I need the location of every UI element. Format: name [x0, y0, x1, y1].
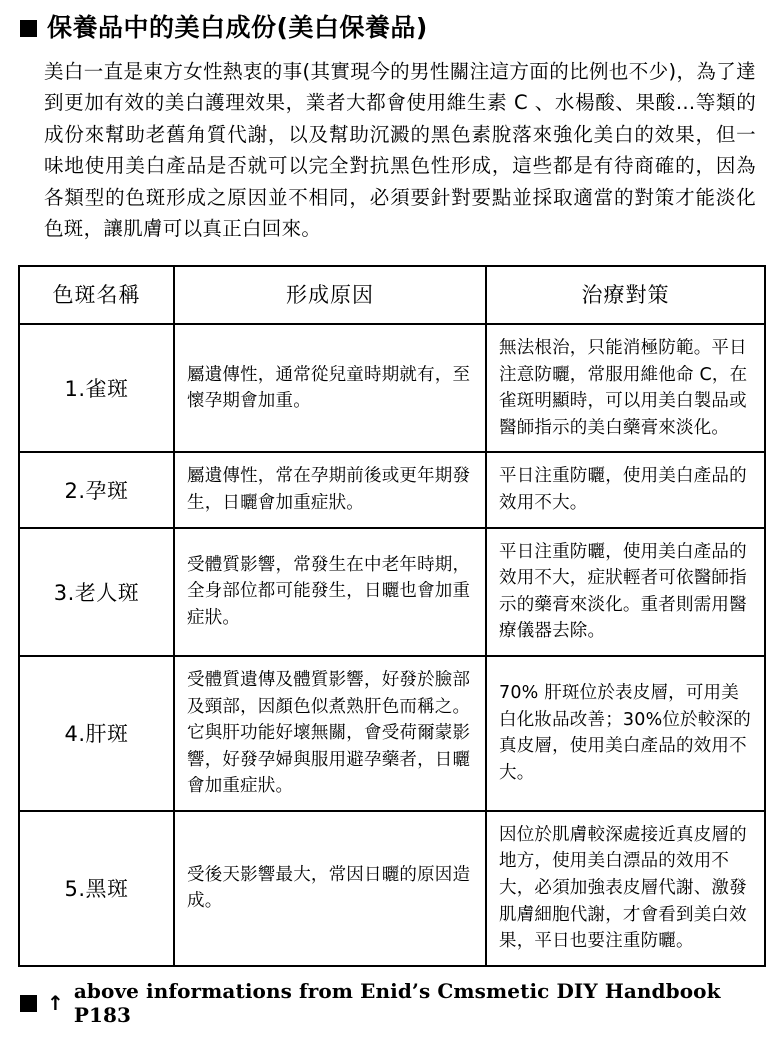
- table-header: [19, 266, 765, 324]
- table-header-row: [19, 266, 765, 324]
- spot-name: 3.老人斑: [19, 528, 174, 656]
- spot-treatment: 因位於肌膚較深處接近真皮層的地方，使用美白漂品的效用不大，必須加強表皮層代謝、激發肌膚細胞代謝，才會看到美白效果，平日也要注重防曬。: [486, 811, 765, 966]
- spot-name: 5.黑斑: [19, 811, 174, 966]
- table-body: [19, 324, 765, 966]
- spot-types-table: [18, 265, 766, 967]
- filled-square-icon: [20, 20, 37, 37]
- spot-treatment: 平日注重防曬，使用美白產品的效用不大。: [486, 452, 765, 527]
- spot-name: 2.孕斑: [19, 452, 174, 527]
- spot-cause: 屬遺傳性，常在孕期前後或更年期發生，日曬會加重症狀。: [174, 452, 486, 527]
- page-title-row: [20, 14, 762, 42]
- spot-cause: 受體質遺傳及體質影響，好發於臉部及頸部，因顏色似煮熟肝色而稱之。它與肝功能好壞無關，會受荷爾蒙影響，好發孕婦與服用避孕藥者，日曬會加重症狀。: [174, 656, 486, 811]
- spot-cause: 屬遺傳性，通常從兒童時期就有，至懷孕期會加重。: [174, 324, 486, 452]
- page-title: 保養品中的美白成份(美白保養品): [47, 13, 428, 42]
- source-note-text: above informations from Enid’s Cmsmetic DIY Handbook P183: [73, 978, 721, 1027]
- spot-name: 4.肝斑: [19, 656, 174, 811]
- table-row: [19, 452, 765, 527]
- table-row: [19, 656, 765, 811]
- column-header-name: 色斑名稱: [19, 266, 174, 324]
- spot-treatment: 平日注重防曬，使用美白產品的效用不大，症狀輕者可依醫師指示的藥膏來淡化。重者則需用醫療儀器去除。: [486, 528, 765, 656]
- spot-cause: 受後天影響最大，常因日曬的原因造成。: [174, 811, 486, 966]
- intro-paragraph: 美白一直是東方女性熱衷的事(其實現今的男性關注這方面的比例也不少)，為了達到更加有效的美白護理效果，業者大都會使用維生素 C 、水楊酸、果酸…等類的成份來幫助老舊角質代謝，以及幫助沉澱的黑色素脫落來強化美白的效果，但一味地使用美白產品是否就可以完全對抗黑色性形成，這些都是有待商確的，因為各類型的色斑形成之原因並不相同，必須要針對要點並採取適當的對策才能淡化色斑，讓肌膚可以真正白回來。: [44, 59, 756, 241]
- table-row: [19, 528, 765, 656]
- spot-cause: 受體質影響，常發生在中老年時期，全身部位都可能發生，日曬也會加重症狀。: [174, 528, 486, 656]
- column-header-treatment: 治療對策: [486, 266, 765, 324]
- up-arrow-icon: ↑: [47, 990, 64, 1015]
- spot-name: 1.雀斑: [19, 324, 174, 452]
- table-row: [19, 811, 765, 966]
- spot-treatment: 無法根治，只能消極防範。平日注意防曬，常服用維他命 C，在雀斑明顯時，可以用美白製品或醫師指示的美白藥膏來淡化。: [486, 324, 765, 452]
- table-row: [19, 324, 765, 452]
- filled-square-icon: [20, 995, 37, 1012]
- spot-treatment: 70% 肝斑位於表皮層，可用美白化妝品改善；30%位於較深的真皮層，使用美白產品的效用不大。: [486, 656, 765, 811]
- source-note: [20, 979, 762, 1027]
- column-header-cause: 形成原因: [174, 266, 486, 324]
